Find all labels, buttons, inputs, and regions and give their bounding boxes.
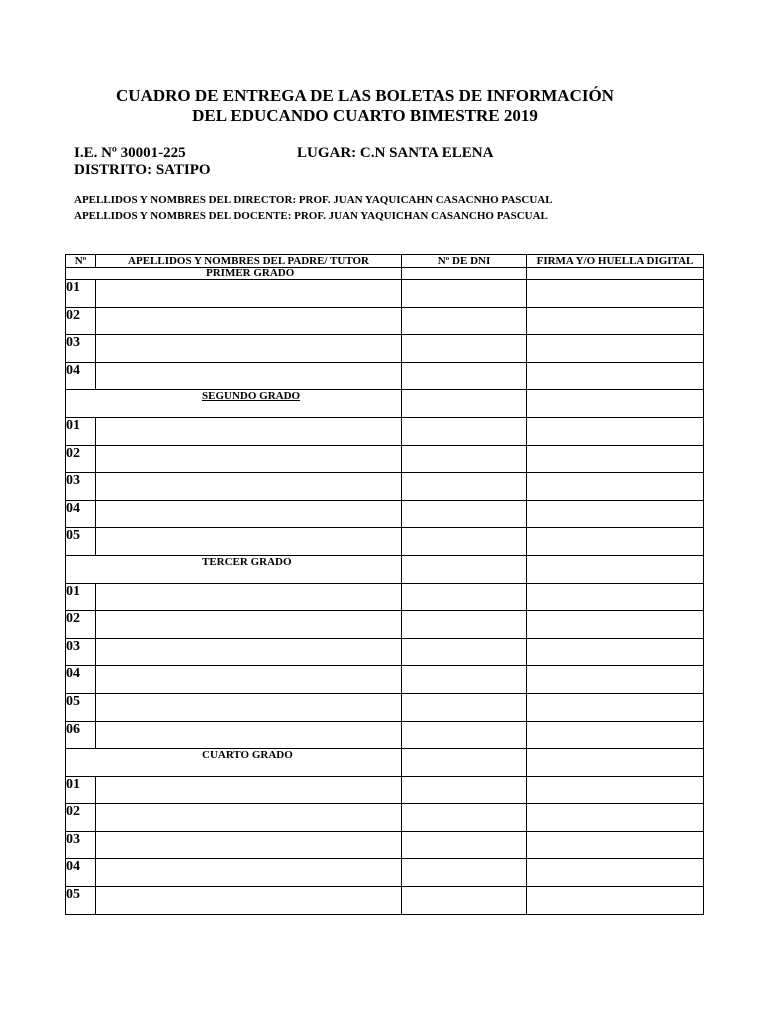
section-row [66, 390, 704, 418]
table-row [66, 473, 704, 501]
parent-name-cell [96, 859, 402, 887]
table-row [66, 693, 704, 721]
row-number: 01 [66, 776, 96, 804]
section-label: SEGUNDO GRADO [66, 390, 402, 418]
parent-name-cell [96, 583, 402, 611]
dni-cell [402, 362, 527, 390]
row-number: 04 [66, 500, 96, 528]
signature-cell [527, 638, 704, 666]
signature-cell [527, 721, 704, 749]
district-label: DISTRITO: SATIPO [74, 162, 211, 178]
signature-cell [527, 528, 704, 556]
signature-cell [527, 555, 704, 583]
delivery-table [65, 254, 704, 915]
parent-name-cell [96, 666, 402, 694]
row-number: 02 [66, 445, 96, 473]
title-line-1: CUADRO DE ENTREGA DE LAS BOLETAS DE INFORMACIÓN [116, 86, 614, 105]
row-number: 04 [66, 666, 96, 694]
table-row [66, 611, 704, 639]
dni-cell [402, 721, 527, 749]
table-row [66, 776, 704, 804]
dni-cell [402, 611, 527, 639]
parent-name-cell [96, 417, 402, 445]
row-number: 03 [66, 335, 96, 363]
dni-cell [402, 804, 527, 832]
parent-name-cell [96, 693, 402, 721]
section-label: TERCER GRADO [66, 555, 402, 583]
signature-cell [527, 307, 704, 335]
section-row [66, 555, 704, 583]
row-number: 03 [66, 831, 96, 859]
table-row [66, 362, 704, 390]
table-row [66, 859, 704, 887]
dni-cell [402, 555, 527, 583]
table-row [66, 804, 704, 832]
table-header-row [66, 255, 704, 268]
signature-cell [527, 804, 704, 832]
place-label: LUGAR: C.N SANTA ELENA [297, 145, 494, 161]
signature-cell [527, 417, 704, 445]
row-number: 03 [66, 473, 96, 501]
signature-cell [527, 859, 704, 887]
signature-cell [527, 831, 704, 859]
parent-name-cell [96, 445, 402, 473]
signature-cell [527, 473, 704, 501]
document-title [0, 86, 730, 126]
row-number: 01 [66, 417, 96, 445]
row-number: 01 [66, 280, 96, 308]
dni-cell [402, 417, 527, 445]
row-number: 02 [66, 804, 96, 832]
dni-cell [402, 307, 527, 335]
table-row [66, 887, 704, 915]
row-number: 01 [66, 583, 96, 611]
row-number: 04 [66, 362, 96, 390]
parent-name-cell [96, 887, 402, 915]
dni-cell [402, 831, 527, 859]
row-number: 05 [66, 528, 96, 556]
director-line: APELLIDOS Y NOMBRES DEL DIRECTOR: PROF. JUAN YAQUICAHN CASACNHO PASCUAL [74, 194, 553, 206]
dni-cell [402, 445, 527, 473]
parent-name-cell [96, 611, 402, 639]
parent-name-cell [96, 776, 402, 804]
dni-cell [402, 528, 527, 556]
section-label: PRIMER GRADO [66, 268, 402, 280]
column-header-number: Nº [66, 255, 96, 268]
dni-cell [402, 666, 527, 694]
table-row [66, 831, 704, 859]
dni-cell [402, 638, 527, 666]
title-line-2: DEL EDUCANDO CUARTO BIMESTRE 2019 [192, 106, 538, 125]
dni-cell [402, 859, 527, 887]
section-row-primer-grado [66, 268, 704, 280]
table-row [66, 417, 704, 445]
signature-cell [527, 335, 704, 363]
institution-label: I.E. Nº 30001-225 [74, 145, 186, 161]
signature-cell [527, 362, 704, 390]
column-header-name: APELLIDOS Y NOMBRES DEL PADRE/ TUTOR [96, 255, 402, 268]
row-number: 05 [66, 693, 96, 721]
parent-name-cell [96, 362, 402, 390]
dni-cell [402, 280, 527, 308]
signature-cell [527, 280, 704, 308]
row-number: 03 [66, 638, 96, 666]
parent-name-cell [96, 335, 402, 363]
table-row [66, 335, 704, 363]
table-row [66, 666, 704, 694]
signature-cell [527, 611, 704, 639]
table-row [66, 500, 704, 528]
table-row [66, 445, 704, 473]
parent-name-cell [96, 638, 402, 666]
dni-cell [402, 473, 527, 501]
parent-name-cell [96, 831, 402, 859]
section-row [66, 749, 704, 777]
row-number: 05 [66, 887, 96, 915]
signature-cell [527, 583, 704, 611]
teacher-line: APELLIDOS Y NOMBRES DEL DOCENTE: PROF. JUAN YAQUICHAN CASANCHO PASCUAL [74, 210, 548, 222]
parent-name-cell [96, 307, 402, 335]
parent-name-cell [96, 500, 402, 528]
dni-cell [402, 693, 527, 721]
parent-name-cell [96, 804, 402, 832]
column-header-signature: FIRMA Y/O HUELLA DIGITAL [527, 255, 704, 268]
signature-cell [527, 666, 704, 694]
table-row [66, 721, 704, 749]
signature-cell [527, 693, 704, 721]
signature-cell [527, 776, 704, 804]
signature-cell [527, 445, 704, 473]
row-number: 02 [66, 611, 96, 639]
dni-cell [402, 776, 527, 804]
signature-cell [527, 390, 704, 418]
dni-cell [402, 749, 527, 777]
dni-cell [402, 583, 527, 611]
column-header-dni: Nº DE DNI [402, 255, 527, 268]
table-row [66, 528, 704, 556]
table-row [66, 583, 704, 611]
table-row [66, 307, 704, 335]
table-row [66, 280, 704, 308]
signature-cell [527, 887, 704, 915]
parent-name-cell [96, 473, 402, 501]
signature-cell [527, 749, 704, 777]
dni-cell [402, 390, 527, 418]
signature-cell [527, 268, 704, 280]
dni-cell [402, 887, 527, 915]
dni-cell [402, 500, 527, 528]
row-number: 06 [66, 721, 96, 749]
row-number: 04 [66, 859, 96, 887]
table-row [66, 638, 704, 666]
parent-name-cell [96, 280, 402, 308]
dni-cell [402, 268, 527, 280]
signature-cell [527, 500, 704, 528]
dni-cell [402, 335, 527, 363]
section-label: CUARTO GRADO [66, 749, 402, 777]
row-number: 02 [66, 307, 96, 335]
parent-name-cell [96, 721, 402, 749]
parent-name-cell [96, 528, 402, 556]
